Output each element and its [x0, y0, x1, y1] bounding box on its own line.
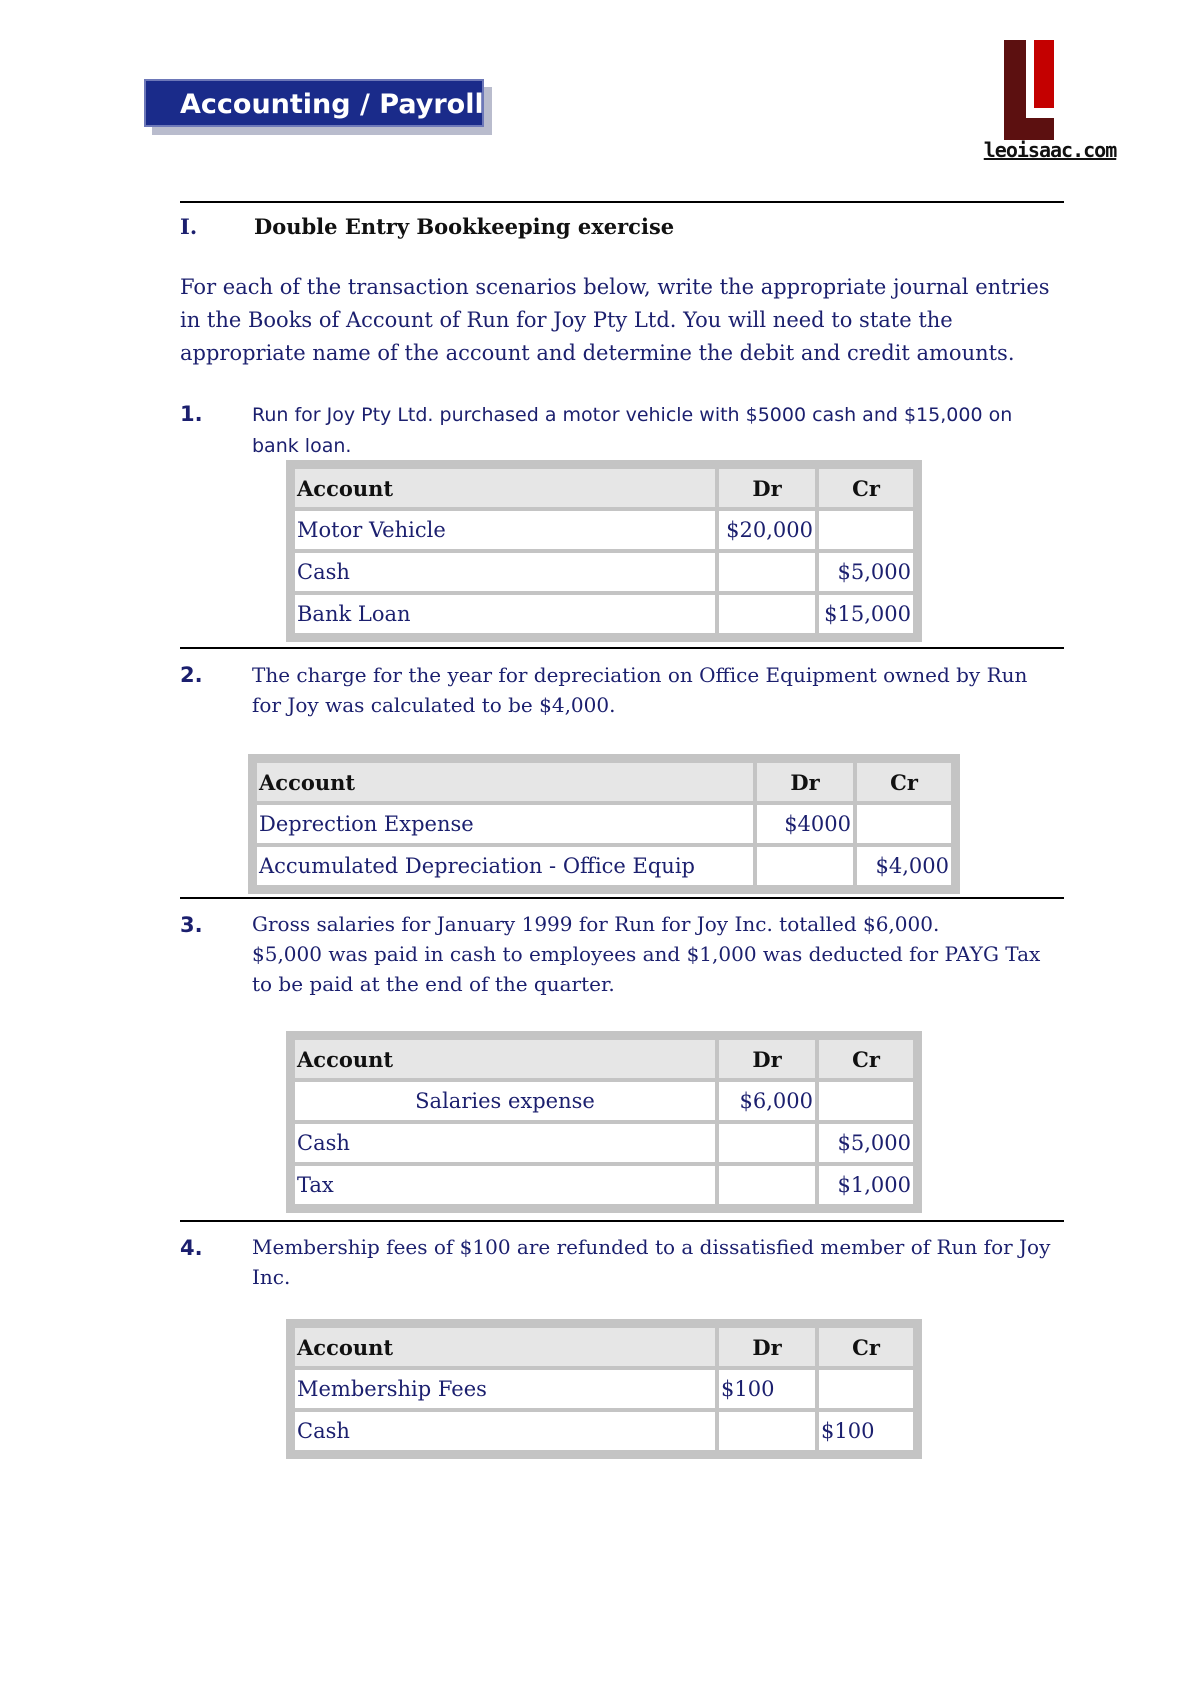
journal-table — [286, 1319, 922, 1459]
account-cell: Salaries expense — [295, 1082, 715, 1120]
table-row — [295, 1124, 913, 1162]
journal-table — [286, 1031, 922, 1213]
cr-cell: $5,000 — [819, 1124, 913, 1162]
cr-cell: $4,000 — [857, 847, 951, 885]
account-cell: Cash — [295, 1124, 715, 1162]
journal-table — [286, 460, 922, 642]
dr-cell — [719, 1124, 815, 1162]
divider — [180, 201, 1064, 203]
logo-text: leoisaac.com — [983, 138, 1117, 162]
header-cr: Cr — [819, 469, 913, 507]
table-row — [295, 553, 913, 591]
divider — [180, 647, 1064, 649]
divider — [180, 1220, 1064, 1222]
header-dr: Dr — [719, 469, 815, 507]
account-cell: Deprection Expense — [257, 805, 753, 843]
table-row — [257, 847, 951, 885]
account-cell: Cash — [295, 1412, 715, 1450]
question-text: Membership fees of $100 are refunded to a dissatisfied member of Run for Joy Inc. — [252, 1235, 1051, 1289]
table-row — [295, 1082, 913, 1120]
question-text — [252, 399, 1062, 461]
table-row — [295, 1412, 913, 1450]
cr-cell: $5,000 — [819, 553, 913, 591]
header-dr: Dr — [757, 763, 853, 801]
question-number: 4. — [180, 1236, 203, 1260]
header-account: Account — [295, 1328, 715, 1366]
question-text-body: Run for Joy Pty Ltd. purchased a motor vehicle with $5000 cash and $15,000 on bank loan. — [252, 404, 1013, 457]
header-cr: Cr — [819, 1328, 913, 1366]
header-cr: Cr — [819, 1040, 913, 1078]
cr-cell: $100 — [819, 1412, 913, 1450]
cr-cell: $15,000 — [819, 595, 913, 633]
account-cell: Motor Vehicle — [295, 511, 715, 549]
question-number: 2. — [180, 663, 203, 687]
header-cr: Cr — [857, 763, 951, 801]
header-title: Accounting / Payroll — [180, 89, 484, 120]
question-number: 3. — [180, 913, 203, 937]
cr-cell — [857, 805, 951, 843]
header-banner — [144, 79, 484, 127]
table-row — [295, 1370, 913, 1408]
header-account: Account — [257, 763, 753, 801]
section-intro: For each of the transaction scenarios below, write the appropriate journal entries in the Books of Account of Run for Joy Pty Ltd. You will need to state the appropriate name of the account and determine the debit and credit amounts. — [180, 275, 1050, 365]
section-number: I. — [180, 214, 198, 239]
dr-cell: $4000 — [757, 805, 853, 843]
dr-cell: $20,000 — [719, 511, 815, 549]
header-account: Account — [295, 1040, 715, 1078]
section-title: Double Entry Bookkeeping exercise — [254, 214, 675, 239]
cr-cell: $1,000 — [819, 1166, 913, 1204]
account-cell: Tax — [295, 1166, 715, 1204]
question-text-line: Gross salaries for January 1999 for Run for Joy Inc. totalled $6,000. — [252, 912, 940, 936]
account-cell: Cash — [295, 553, 715, 591]
cr-cell — [819, 1370, 913, 1408]
header-dr: Dr — [719, 1040, 815, 1078]
account-cell: Membership Fees — [295, 1370, 715, 1408]
journal-table — [248, 754, 960, 894]
account-cell: Bank Loan — [295, 595, 715, 633]
question-number: 1. — [180, 402, 203, 426]
dr-cell — [719, 1412, 815, 1450]
header-dr: Dr — [719, 1328, 815, 1366]
question-text-line: $5,000 was paid in cash to employees and $1,000 was deducted for PAYG Tax to be paid at the end of the quarter. — [252, 942, 1041, 996]
table-header-row — [257, 763, 951, 801]
table-header-row — [295, 1328, 913, 1366]
dr-cell: $6,000 — [719, 1082, 815, 1120]
header-account: Account — [295, 469, 715, 507]
question-text — [252, 909, 1062, 999]
table-row — [295, 511, 913, 549]
table-row — [295, 1166, 913, 1204]
table-header-row — [295, 1040, 913, 1078]
table-row — [295, 595, 913, 633]
dr-cell — [757, 847, 853, 885]
table-header-row — [295, 469, 913, 507]
cr-cell — [819, 511, 913, 549]
dr-cell — [719, 1166, 815, 1204]
dr-cell — [719, 553, 815, 591]
cr-cell — [819, 1082, 913, 1120]
divider — [180, 897, 1064, 899]
question-text: The charge for the year for depreciation on Office Equipment owned by Run for Joy was calculated to be $4,000. — [252, 663, 1028, 717]
dr-cell: $100 — [719, 1370, 815, 1408]
dr-cell — [719, 595, 815, 633]
account-cell: Accumulated Depreciation - Office Equip — [257, 847, 753, 885]
table-row — [257, 805, 951, 843]
